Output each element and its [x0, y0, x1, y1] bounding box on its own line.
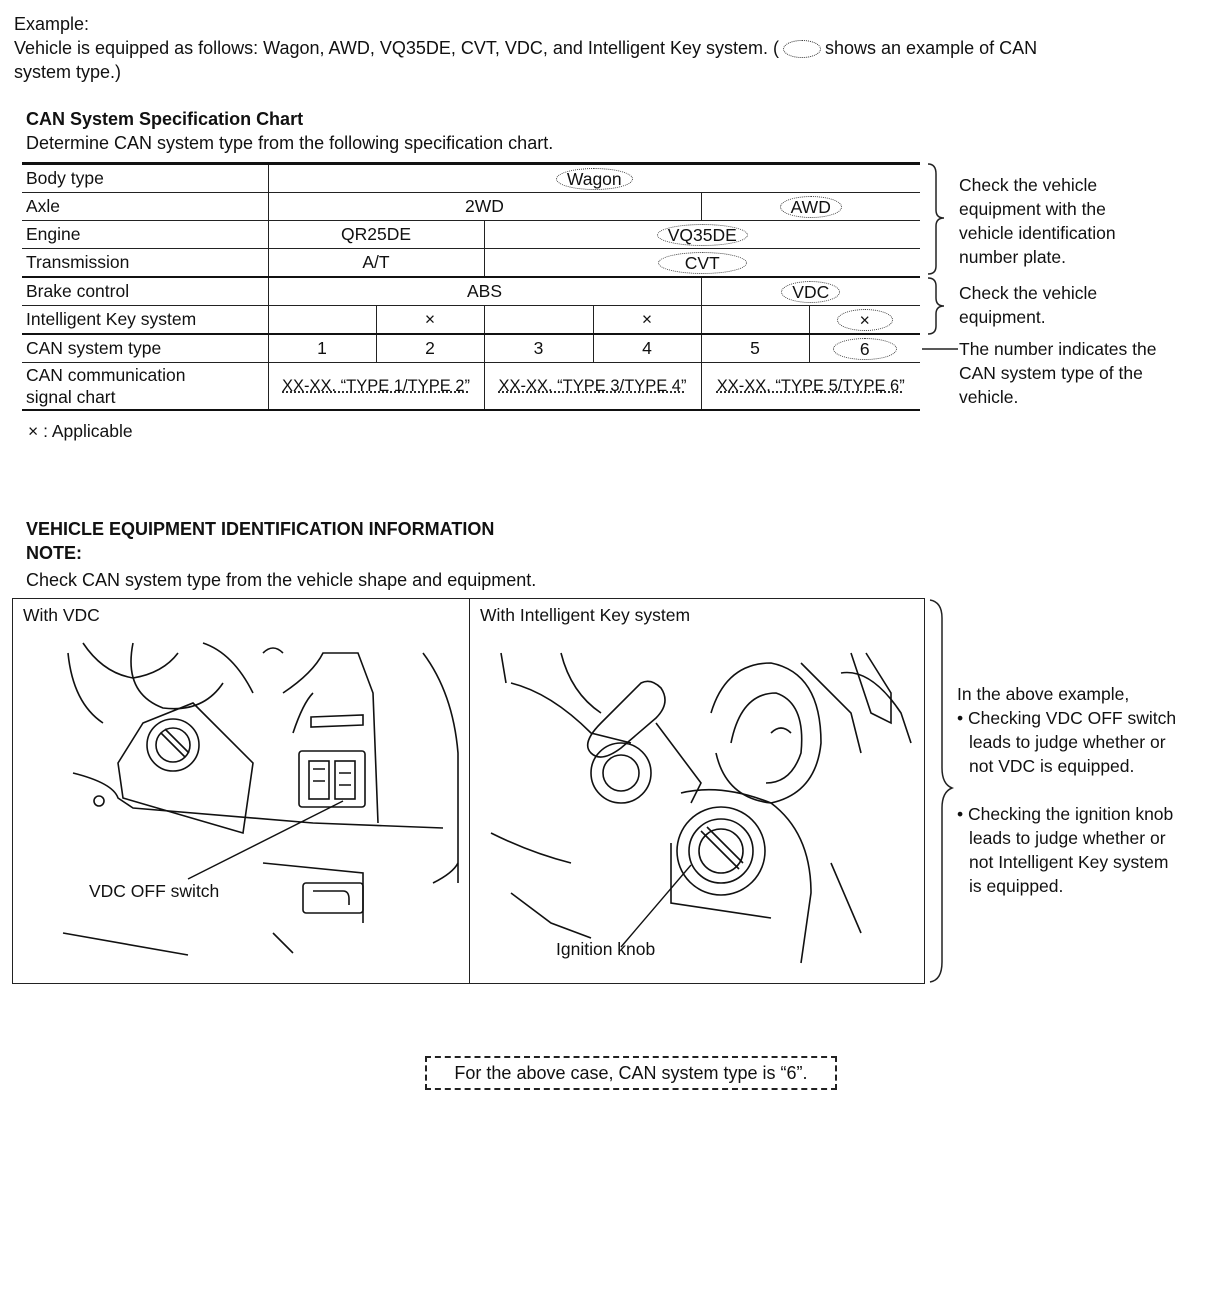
label-transmission: Transmission	[22, 249, 268, 278]
cell-qr25de: QR25DE	[268, 221, 484, 249]
callout-ignition-knob: Ignition knob	[556, 939, 656, 959]
can-type-6: 6	[833, 338, 897, 360]
bracket-equipment-icon	[928, 278, 944, 334]
note-can-type: The number indicates the CAN system type of the vehicle.	[959, 339, 1157, 407]
can-type-1: 1	[268, 334, 376, 363]
signal-link-1[interactable]: XX-XX. “TYPE 1/TYPE 2”	[268, 363, 484, 411]
example-line-1: Vehicle is equipped as follows: Wagon, AWD, VQ35DE, CVT, VDC, and Intelligent Key system. ( shows an example of CAN	[14, 38, 1038, 58]
row-engine	[22, 221, 920, 249]
label-can-type: CAN system type	[22, 334, 268, 363]
ikey-mark-oval: ×	[837, 309, 893, 331]
wagon-oval: Wagon	[556, 168, 633, 190]
figure-bracket-icon	[926, 598, 956, 986]
cell-2wd: 2WD	[268, 193, 701, 221]
label-brake: Brake control	[22, 277, 268, 306]
ikey-cell-2: ×	[376, 306, 484, 335]
label-axle: Axle	[22, 193, 268, 221]
row-body-type	[22, 164, 920, 193]
label-engine: Engine	[22, 221, 268, 249]
example-line-2: system type.)	[14, 62, 122, 82]
chart-title: CAN System Specification Chart	[26, 109, 304, 129]
side-bullet-vdc: • Checking VDC OFF switch leads to judge whether or not VDC is equipped.	[957, 708, 1177, 776]
side-bullet-ikey: • Checking the ignition knob leads to judge whether or not Intelligent Key system is equipped.	[957, 804, 1174, 896]
can-type-2: 2	[376, 334, 484, 363]
signal-link-3[interactable]: XX-XX. “TYPE 5/TYPE 6”	[701, 363, 920, 411]
legend-applicable: × : Applicable	[28, 421, 133, 441]
row-signal-chart	[22, 363, 920, 411]
cell-vdc	[701, 277, 920, 306]
ikey-cell-6	[809, 306, 920, 335]
callout-vdc-off-switch: VDC OFF switch	[89, 881, 220, 901]
awd-oval: AWD	[780, 196, 842, 218]
dotted-oval-icon	[783, 40, 821, 58]
label-body-type: Body type	[22, 164, 268, 193]
note-equipment: Check the vehicle equipment.	[959, 283, 1098, 327]
cell-cvt	[484, 249, 920, 278]
label-ikey: Intelligent Key system	[22, 306, 268, 335]
row-axle	[22, 193, 920, 221]
side-intro: In the above example,	[957, 684, 1130, 704]
ikey-cell-4: ×	[593, 306, 701, 335]
can-type-5: 5	[701, 334, 809, 363]
can-type-4: 4	[593, 334, 701, 363]
label-signal-line-1: CAN communication	[26, 365, 186, 385]
ikey-cell-5	[701, 306, 809, 335]
cvt-oval: CVT	[658, 252, 747, 274]
note-text: Check CAN system type from the vehicle shape and equipment.	[26, 570, 537, 590]
label-signal-chart	[22, 363, 268, 411]
example-heading: Example:	[14, 14, 90, 34]
cell-abs: ABS	[268, 277, 701, 306]
row-transmission	[22, 249, 920, 278]
row-brake	[22, 277, 920, 306]
cell-at: A/T	[268, 249, 484, 278]
ignition-knob-illustration-icon	[471, 633, 923, 981]
cell-awd	[701, 193, 920, 221]
conclusion-box: For the above case, CAN system type is “6”.	[425, 1056, 837, 1090]
cell-wagon	[268, 164, 920, 193]
note-vehicle-plate: Check the vehicle equipment with the vehicle identification number plate.	[959, 175, 1116, 267]
label-signal-line-2: signal chart	[26, 387, 116, 407]
can-type-6-cell	[809, 334, 920, 363]
section2-title: VEHICLE EQUIPMENT IDENTIFICATION INFORMATION	[26, 519, 495, 539]
row-ikey	[22, 306, 920, 335]
ikey-cell-3	[484, 306, 593, 335]
vdc-oval: VDC	[781, 281, 840, 303]
panel-ikey-title: With Intelligent Key system	[480, 605, 691, 625]
row-can-type	[22, 334, 920, 363]
vdc-dashboard-illustration-icon	[13, 633, 468, 981]
cell-vq35de	[484, 221, 920, 249]
note-label: NOTE:	[26, 543, 82, 563]
figure-divider	[469, 599, 470, 983]
chart-brackets	[922, 160, 962, 420]
equipment-figure	[12, 598, 925, 984]
panel-vdc-title: With VDC	[23, 605, 100, 625]
can-spec-table	[22, 162, 920, 411]
chart-subtitle: Determine CAN system type from the following specification chart.	[26, 133, 554, 153]
signal-link-2[interactable]: XX-XX. “TYPE 3/TYPE 4”	[484, 363, 701, 411]
bracket-vehicle-plate-icon	[928, 164, 944, 274]
can-type-3: 3	[484, 334, 593, 363]
vq35de-oval: VQ35DE	[657, 224, 748, 246]
ikey-cell-1	[268, 306, 376, 335]
